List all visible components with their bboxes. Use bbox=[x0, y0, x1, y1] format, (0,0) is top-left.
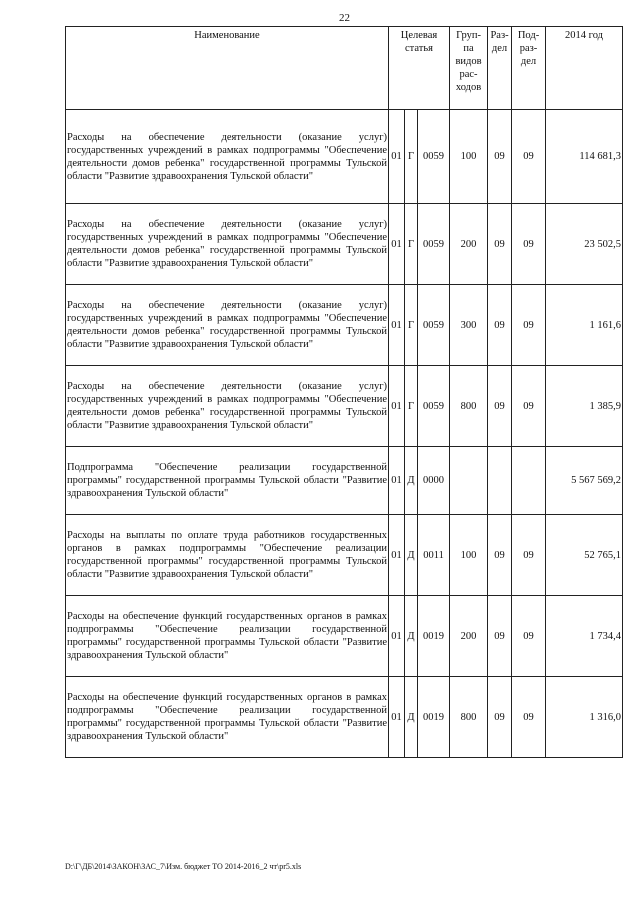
table-row bbox=[66, 447, 623, 515]
header-year-2014: 2014 год bbox=[546, 27, 623, 110]
row-name-cell: Расходы на обеспечение деятельности (оказание услуг) государственных учреждений в рамках подпрограммы "Обеспечение деятельности домов ребенка" государственной программы Тульской области "Развитие здравоохранения Тульской области" bbox=[66, 285, 389, 366]
row-section-cell: 09 bbox=[488, 110, 512, 204]
table-row bbox=[66, 204, 623, 285]
row-code-part2-cell: Д bbox=[405, 677, 418, 758]
row-code-part1-cell: 01 bbox=[389, 515, 405, 596]
row-name-cell: Расходы на обеспечение деятельности (оказание услуг) государственных учреждений в рамках подпрограммы "Обеспечение деятельности домов ребенка" государственной программы Тульской области "Развитие здравоохранения Тульской области" bbox=[66, 204, 389, 285]
row-subsection-cell: 09 bbox=[512, 596, 546, 677]
row-code-part2-cell: Д bbox=[405, 515, 418, 596]
row-expense-group-cell: 200 bbox=[450, 204, 488, 285]
row-code-part3-cell: 0000 bbox=[418, 447, 450, 515]
row-section-cell: 09 bbox=[488, 596, 512, 677]
row-code-part2-cell: Д bbox=[405, 447, 418, 515]
row-expense-group-cell: 800 bbox=[450, 677, 488, 758]
table-row bbox=[66, 515, 623, 596]
row-code-part3-cell: 0059 bbox=[418, 285, 450, 366]
row-expense-group-cell: 800 bbox=[450, 366, 488, 447]
header-name: Наименование bbox=[66, 27, 389, 110]
row-code-part3-cell: 0019 bbox=[418, 677, 450, 758]
row-code-part3-cell: 0059 bbox=[418, 204, 450, 285]
budget-table bbox=[65, 26, 623, 758]
page-number: 22 bbox=[339, 12, 350, 24]
row-expense-group-cell: 300 bbox=[450, 285, 488, 366]
row-code-part3-cell: 0019 bbox=[418, 596, 450, 677]
row-subsection-cell: 09 bbox=[512, 110, 546, 204]
row-code-part1-cell: 01 bbox=[389, 285, 405, 366]
header-expense-group: Груп-па видов рас-ходов bbox=[450, 27, 488, 110]
row-section-cell: 09 bbox=[488, 285, 512, 366]
row-amount-cell: 1 161,6 bbox=[546, 285, 623, 366]
row-code-part3-cell: 0011 bbox=[418, 515, 450, 596]
table-row bbox=[66, 285, 623, 366]
row-code-part3-cell: 0059 bbox=[418, 110, 450, 204]
row-expense-group-cell: 200 bbox=[450, 596, 488, 677]
row-name-cell: Расходы на обеспечение функций государственных органов в рамках подпрограммы "Обеспечение реализации государственной программы" государственной программы Тульской области "Развитие здравоохранения Тульской области" bbox=[66, 596, 389, 677]
row-code-part1-cell: 01 bbox=[389, 110, 405, 204]
table-row bbox=[66, 677, 623, 758]
row-expense-group-cell: 100 bbox=[450, 515, 488, 596]
header-subsection: Под-раз-дел bbox=[512, 27, 546, 110]
row-amount-cell: 52 765,1 bbox=[546, 515, 623, 596]
row-amount-cell: 114 681,3 bbox=[546, 110, 623, 204]
row-code-part1-cell: 01 bbox=[389, 204, 405, 285]
row-subsection-cell: 09 bbox=[512, 204, 546, 285]
table-row bbox=[66, 596, 623, 677]
table-header-row bbox=[66, 27, 623, 110]
row-code-part1-cell: 01 bbox=[389, 596, 405, 677]
row-section-cell bbox=[488, 447, 512, 515]
row-name-cell: Расходы на обеспечение деятельности (оказание услуг) государственных учреждений в рамках подпрограммы "Обеспечение деятельности домов ребенка" государственной программы Тульской области "Развитие здравоохранения Тульской области" bbox=[66, 110, 389, 204]
row-section-cell: 09 bbox=[488, 204, 512, 285]
row-amount-cell: 1 385,9 bbox=[546, 366, 623, 447]
row-amount-cell: 1 734,4 bbox=[546, 596, 623, 677]
row-code-part1-cell: 01 bbox=[389, 447, 405, 515]
row-subsection-cell: 09 bbox=[512, 285, 546, 366]
header-target-article: Целевая статья bbox=[389, 27, 450, 110]
header-section: Раз-дел bbox=[488, 27, 512, 110]
row-name-cell: Расходы на обеспечение функций государственных органов в рамках подпрограммы "Обеспечение реализации государственной программы" государственной программы Тульской области "Развитие здравоохранения Тульской области" bbox=[66, 677, 389, 758]
row-amount-cell: 1 316,0 bbox=[546, 677, 623, 758]
row-subsection-cell bbox=[512, 447, 546, 515]
row-code-part3-cell: 0059 bbox=[418, 366, 450, 447]
row-amount-cell: 23 502,5 bbox=[546, 204, 623, 285]
row-code-part1-cell: 01 bbox=[389, 677, 405, 758]
row-expense-group-cell: 100 bbox=[450, 110, 488, 204]
row-code-part2-cell: Г bbox=[405, 110, 418, 204]
table-row bbox=[66, 110, 623, 204]
row-code-part2-cell: Г bbox=[405, 204, 418, 285]
row-name-cell: Расходы на обеспечение деятельности (оказание услуг) государственных учреждений в рамках подпрограммы "Обеспечение деятельности домов ребенка" государственной программы Тульской области "Развитие здравоохранения Тульской области" bbox=[66, 366, 389, 447]
row-code-part1-cell: 01 bbox=[389, 366, 405, 447]
row-code-part2-cell: Г bbox=[405, 285, 418, 366]
row-subsection-cell: 09 bbox=[512, 677, 546, 758]
table-row bbox=[66, 366, 623, 447]
row-name-cell: Расходы на выплаты по оплате труда работников государственных органов в рамках подпрограммы "Обеспечение реализации государственной программы" государственной программы Тульской области "Развитие здравоохранения Тульской области" bbox=[66, 515, 389, 596]
row-section-cell: 09 bbox=[488, 677, 512, 758]
row-subsection-cell: 09 bbox=[512, 515, 546, 596]
footer-file-path: D:\Г\ДБ\2014\ЗАКОН\ЗАС_7\Изм. бюджет ТО 2014-2016_2 чт\pr5.xls bbox=[65, 862, 302, 871]
row-section-cell: 09 bbox=[488, 515, 512, 596]
row-amount-cell: 5 567 569,2 bbox=[546, 447, 623, 515]
row-section-cell: 09 bbox=[488, 366, 512, 447]
row-code-part2-cell: Д bbox=[405, 596, 418, 677]
row-code-part2-cell: Г bbox=[405, 366, 418, 447]
row-name-cell: Подпрограмма "Обеспечение реализации государственной программы" государственной программы Тульской области "Развитие здравоохранения Тульской области" bbox=[66, 447, 389, 515]
row-subsection-cell: 09 bbox=[512, 366, 546, 447]
row-expense-group-cell bbox=[450, 447, 488, 515]
